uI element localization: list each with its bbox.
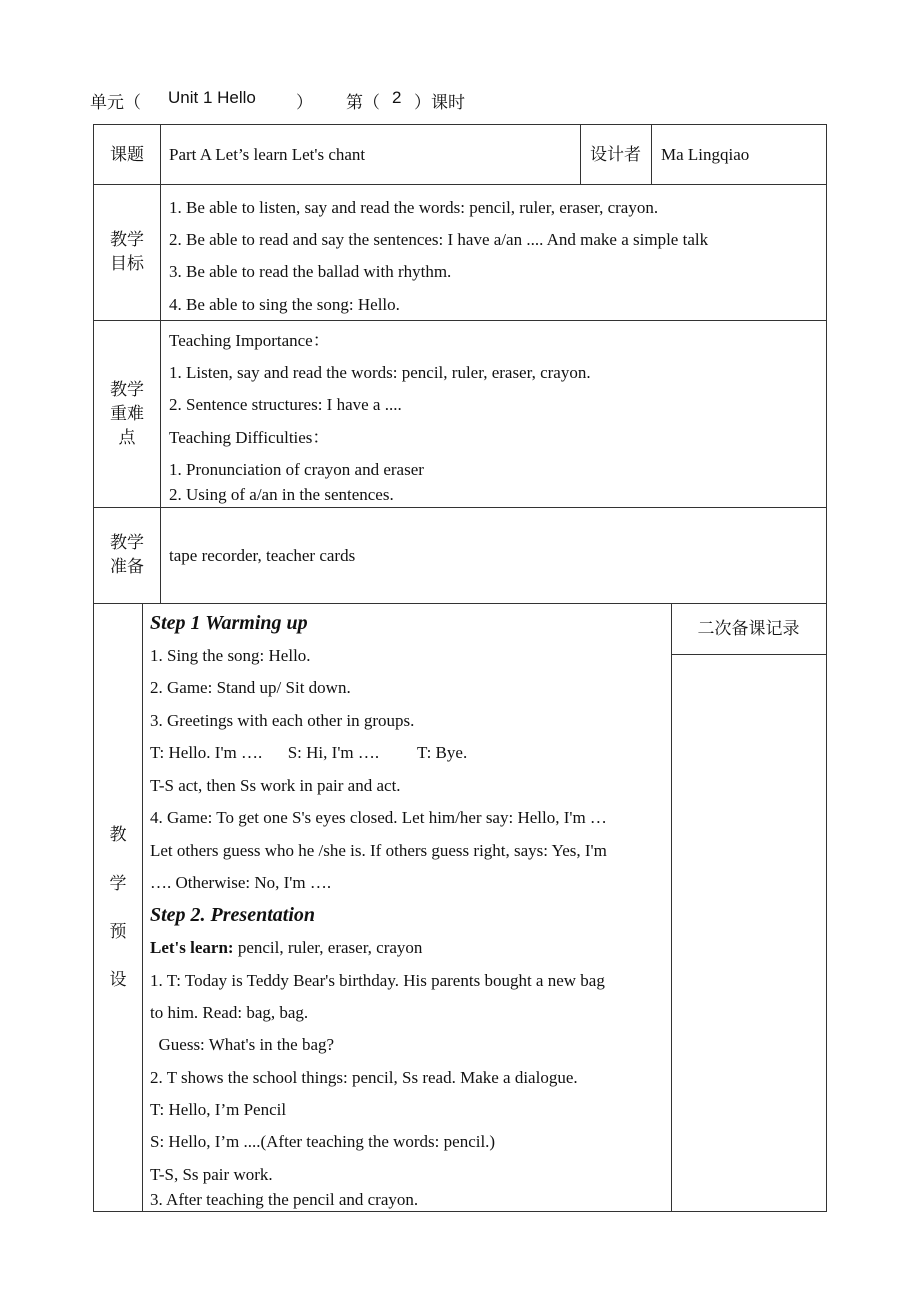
step1-line: T: Hello. I'm …. S: Hi, I'm …. T: Bye. [150, 743, 468, 762]
lets-learn-words: pencil, ruler, eraser, crayon [233, 938, 423, 957]
keypoint-line: Teaching Importance： [169, 331, 330, 350]
goal-item: 3. Be able to read the ballad with rhythm. [169, 262, 452, 281]
row-divider [94, 184, 826, 185]
lets-learn-label: Let's learn: [150, 938, 234, 957]
plan-label-char: 设 [109, 970, 127, 989]
lesson-plan-table [93, 124, 827, 1212]
step1-title: Step 1 Warming up [150, 612, 308, 634]
step2-line: 2. T shows the school things: pencil, Ss read. Make a dialogue. [150, 1068, 578, 1087]
step2-title: Step 2. Presentation [150, 904, 316, 926]
step1-line: 4. Game: To get one S's eyes closed. Let him/her say: Hello, I'm … [150, 808, 607, 827]
goal-item: 1. Be able to listen, say and read the words: pencil, ruler, eraser, crayon. [169, 198, 659, 217]
keypoint-line: Teaching Difficulties： [169, 428, 330, 447]
step2-line: T: Hello, I’m Pencil [150, 1100, 287, 1119]
keypoint-line: 2. Using of a/an in the sentences. [169, 485, 394, 504]
prep-label-line2: 准备 [110, 557, 144, 576]
goal-item: 2. Be able to read and say the sentences: I have a/an .... And make a simple talk [169, 230, 709, 249]
step1-line: Let others guess who he /she is. If others guess right, says: Yes, I'm [150, 841, 607, 860]
side-column-divider [671, 603, 672, 1211]
step2-line: 1. T: Today is Teddy Bear's birthday. His parents bought a new bag [150, 971, 605, 990]
goals-label-line2: 目标 [110, 254, 144, 273]
designer-divider-right [651, 125, 652, 184]
unit-name: Unit 1 Hello [168, 88, 256, 107]
keypoint-line: 1. Listen, say and read the words: pencil, ruler, eraser, crayon. [169, 363, 591, 382]
keypoints-label-line1: 教学 [110, 380, 144, 399]
step1-line: …. Otherwise: No, I'm …. [150, 873, 332, 892]
plan-label-divider [142, 603, 143, 1211]
lesson-suffix: ）课时 [414, 93, 465, 112]
keypoint-line: 1. Pronunciation of crayon and eraser [169, 460, 424, 479]
keypoints-label-line2: 重难 [110, 404, 144, 423]
revision-notes-header: 二次备课记录 [697, 619, 800, 638]
lesson-number: 2 [392, 88, 402, 107]
designer-label: 设计者 [590, 145, 641, 164]
row-divider [94, 507, 826, 508]
topic-value: Part A Let’s learn Let's chant [169, 145, 366, 164]
step2-line: S: Hello, I’m ....(After teaching the words: pencil.) [150, 1132, 496, 1151]
step1-line: 2. Game: Stand up/ Sit down. [150, 678, 351, 697]
step2-line: T-S, Ss pair work. [150, 1165, 273, 1184]
prep-value: tape recorder, teacher cards [169, 546, 356, 565]
step1-line: 3. Greetings with each other in groups. [150, 711, 415, 730]
step2-line: 3. After teaching the pencil and crayon. [150, 1190, 419, 1209]
step1-line: T-S act, then Ss work in pair and act. [150, 776, 401, 795]
label-column-divider [160, 125, 161, 603]
unit-suffix: ） [296, 93, 313, 112]
plan-label-char: 学 [109, 874, 127, 893]
step1-line: 1. Sing the song: Hello. [150, 646, 311, 665]
side-header-divider [671, 654, 826, 655]
goals-label-line1: 教学 [110, 230, 144, 249]
row-divider [94, 320, 826, 321]
designer-name: Ma Lingqiao [661, 145, 750, 164]
row-divider [94, 603, 826, 604]
lets-learn-line [150, 936, 422, 960]
plan-label-char: 教 [109, 825, 127, 844]
topic-label: 课题 [110, 145, 144, 164]
prep-label-line1: 教学 [110, 533, 144, 552]
step2-line: Guess: What's in the bag? [150, 1035, 335, 1054]
keypoints-label-line3: 点 [118, 428, 136, 447]
lesson-prefix: 第（ [346, 93, 380, 112]
plan-label-char: 预 [109, 922, 127, 941]
goal-item: 4. Be able to sing the song: Hello. [169, 295, 400, 314]
step2-line: to him. Read: bag, bag. [150, 1003, 309, 1022]
keypoint-line: 2. Sentence structures: I have a .... [169, 395, 402, 414]
unit-prefix: 单元（ [90, 93, 141, 112]
